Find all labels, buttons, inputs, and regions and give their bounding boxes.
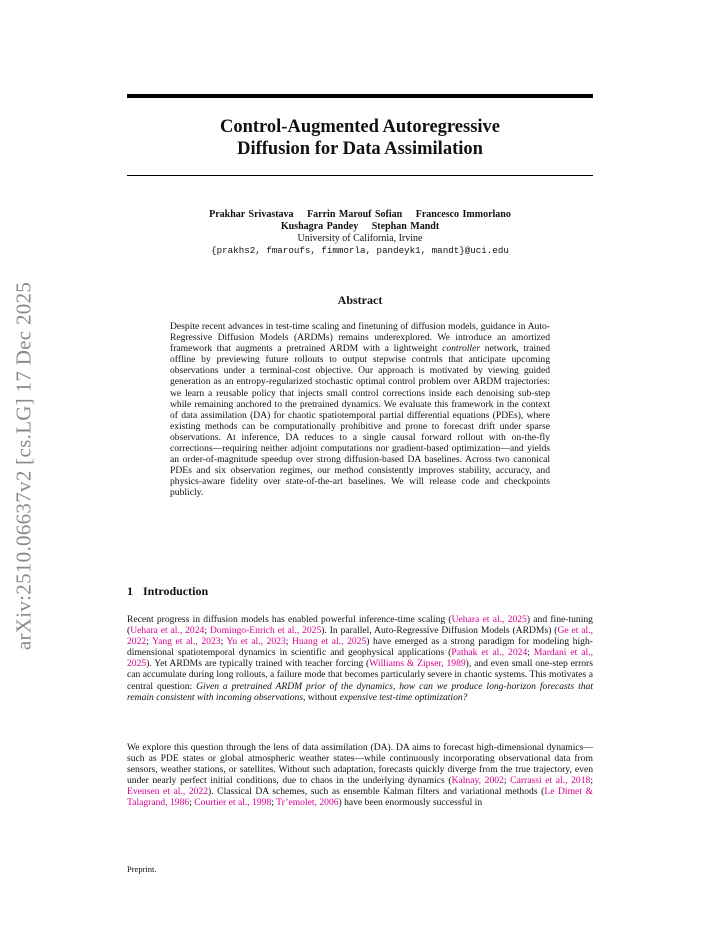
author-block <box>127 209 593 257</box>
citation-link[interactable]: Evensen et al., 2022 <box>127 786 209 798</box>
author-name: Prakhar Srivastava <box>209 209 294 220</box>
author-name: Francesco Immorlano <box>415 209 511 220</box>
section-number: 1 <box>127 584 133 598</box>
citation-link[interactable]: Kalnay, 2002 <box>451 775 504 787</box>
section-title: Introduction <box>143 584 209 598</box>
citation-link[interactable]: Ge et al., 2022 <box>127 625 593 648</box>
citation-link[interactable]: Courtier et al., 1998 <box>194 797 272 809</box>
section-heading <box>127 584 208 599</box>
author-name: Farrin Marouf Sofian <box>307 209 403 220</box>
citation-link[interactable]: Williams & Zipser, 1989 <box>369 658 466 670</box>
citation-link[interactable]: Pathak et al., 2024 <box>451 647 528 659</box>
abstract-body <box>170 321 550 499</box>
citation-link[interactable]: Uehara et al., 2025 <box>451 614 527 625</box>
citation-link[interactable]: Huang et al., 2025 <box>292 636 367 648</box>
affiliation: University of California, Irvine <box>297 233 423 244</box>
abstract-heading: Abstract <box>337 293 383 307</box>
abstract-text: network, trained offline by previewing future rollouts to output stepwise controls that anticipate upcoming observations under a terminal-cost objective. Our approach is motivated by viewing guided generation as an entropy-regularized stochastic optimal control problem over ARDM trajectories: we learn a reusable policy that injects small control corrections inside each denoising sub-step while remaining anchored to the pretrained dynamics. We evaluate this framework in the context of data assimilation (DA) for chaotic spatiotemporal partial differential equations (PDEs), where existing methods can be computationally prohibitive and prone to forecast drift under sparse observations. At inference, DA reduces to a single causal forward rollout with on-the-fly corrections—requiring neither adjoint computations nor gradient-based optimization—and yields an order-of-magnitude speedup over strong diffusion-based DA baselines. Across two canonical PDEs and six observation regimes, our method consistently improves stability, accuracy, and physics-aware fidelity over state-of-the-art baselines. We will release code and checkpoints publicly. <box>170 343 550 499</box>
author-name: Stephan Mandt <box>371 221 440 232</box>
intro-paragraph-1: Recent progress in diffusion models has enabled powerful inference-time scaling (Uehara et al., 2025) and fine-tuning (Uehara et al., 2024; Domingo-Enrich et al., 2025). In parallel, Auto-Regressive Diffusion Models (ARDMs) (Ge et al., 2022; Yang et al., 2023; Yu et al., 2023; Huang et al., 2025) have emerged as a strong paradigm for modeling high-dimensional spatiotemporal dynamics in scientific and geophysical applications (Pathak et al., 2024; Mardani et al., 2025). Yet ARDMs are typically trained with teacher forcing (Williams & Zipser, 1989), and even small one-step errors can accumulate during long rollouts, a failure mode that becomes particularly severe in chaotic systems. This motivates a central question: Given a pretrained ARDM prior of the dynamics, how can we produce long-horizon forecasts that remain consistent with incoming observations, without expensive test-time optimization? <box>127 614 594 703</box>
author-line-2 <box>127 221 593 233</box>
citation-link[interactable]: Mardani et al., 2025 <box>127 647 594 670</box>
citation-link[interactable]: Uehara et al., 2024 <box>130 625 205 637</box>
intro-paragraph-2: We explore this question through the lens of data assimilation (DA). DA aims to forecast high-dimensional dynamics—such as PDE states or global atmospheric weather states—while continuously incorporating observational data from sensors, weather stations, or satellites. Without such adaptation, forecasts quickly diverge from the true trajectory, even under nearly perfect initial conditions, due to chaos in the underlying dynamics (Kalnay, 2002; Carrassi et al., 2018; Evensen et al., 2022). Classical DA schemes, such as ensemble Kalman filters and variational methods (Le Dimet & Talagrand, 1986; Courtier et al., 1998; Tr’emolet, 2006) have been enormously successful in <box>127 742 594 809</box>
citation-link[interactable]: Carrassi et al., 2018 <box>510 775 591 787</box>
author-line-1 <box>127 209 593 221</box>
paper-title <box>127 116 593 160</box>
citation-link[interactable]: Domingo-Enrich et al., 2025 <box>209 625 322 637</box>
footer-note: Preprint. <box>127 864 157 874</box>
citation-link[interactable]: Tr’emolet, 2006 <box>276 797 339 809</box>
title-bottom-rule <box>127 175 593 176</box>
abstract-text: Despite recent advances in test-time scaling and finetuning of diffusion models, guidance in Auto-Regressive Diffusion Models (ARDMs) remains underexplored. We introduce an amortized framework that augments a pretrained ARDM with a lightweight <box>170 321 550 355</box>
title-line-2: Diffusion for Data Assimilation <box>237 139 483 159</box>
citation-link[interactable]: Yu et al., 2023 <box>226 636 286 648</box>
arxiv-stamp: arXiv:2510.06637v2 [cs.LG] 17 Dec 2025 <box>11 281 36 651</box>
title-top-rule <box>127 94 593 98</box>
research-question: expensive test-time optimization? <box>339 691 468 703</box>
abstract-emphasis: controller <box>442 343 481 355</box>
title-line-1: Control-Augmented Autoregressive <box>219 117 501 137</box>
citation-link[interactable]: Le Dimet & Talagrand, 1986 <box>127 786 594 809</box>
author-name: Kushagra Pandey <box>280 221 359 232</box>
citation-link[interactable]: Yang et al., 2023 <box>152 636 221 648</box>
research-question: Given a pretrained ARDM prior of the dynamics, how can we produce long-horizon forecasts that remain consistent with incoming observations, <box>127 680 593 703</box>
author-emails: {prakhs2, fmaroufs, fimmorla, pandeyk1, mandt}@uci.edu <box>211 245 509 256</box>
